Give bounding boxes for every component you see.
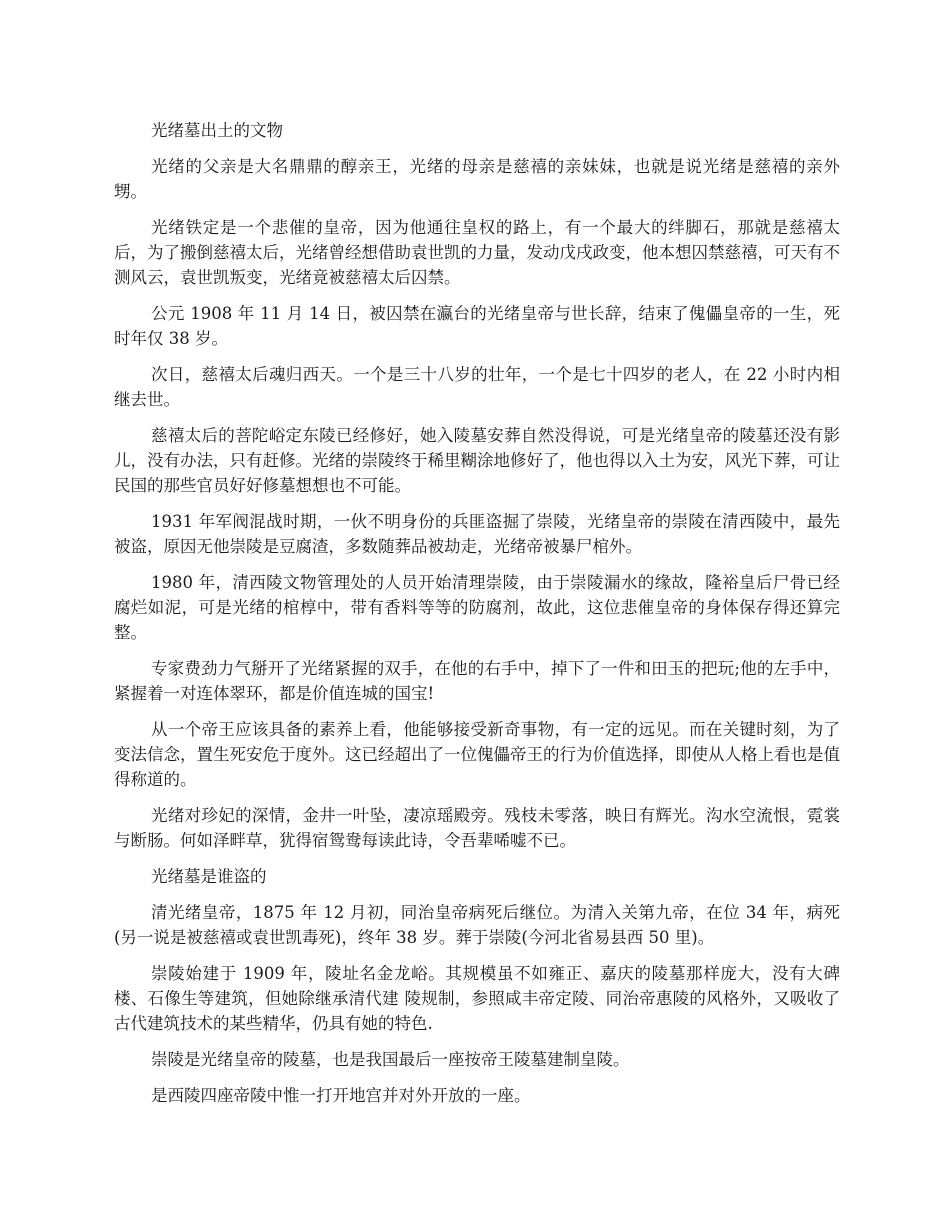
paragraph: 是西陵四座帝陵中惟一打开地宫并对外开放的一座。 xyxy=(151,1086,531,1105)
section-heading: 光绪墓是谁盗的 xyxy=(151,867,267,886)
paragraph: 崇陵始建于 1909 年，陵址名金龙峪。其规模虽不如雍正、嘉庆的陵墓那样庞大，没有大碑楼、石像生等建筑，但她除继承清代建 陵规制，参照咸丰帝定陵、同治帝惠陵的风格外，又吸收了古代建筑技术的某些精华，仍具有她的特色. xyxy=(114,964,840,1033)
paragraph: 从一个帝王应该具备的素养上看，他能够接受新奇事物，有一定的远见。而在关键时刻，为了变法信念，置生死安危于度外。这已经超出了一位傀儡帝王的行为价值选择，即使从人格上看也是值得称道的。 xyxy=(114,720,840,789)
paragraph: 公元 1908 年 11 月 14 日，被囚禁在瀛台的光绪皇帝与世长辞，结束了傀儡皇帝的一生，死时年仅 38 岁。 xyxy=(114,304,840,348)
section-heading: 光绪墓出土的文物 xyxy=(151,121,283,140)
paragraph: 1980 年，清西陵文物管理处的人员开始清理崇陵，由于崇陵漏水的缘故，隆裕皇后尸骨已经腐烂如泥，可是光绪的棺椁中，带有香料等等的防腐剂，故此，这位悲催皇帝的身体保存得还算完整。 xyxy=(114,573,840,642)
paragraph: 1931 年军阀混战时期，一伙不明身份的兵匪盗掘了崇陵，光绪皇帝的崇陵在清西陵中，最先被盗，原因无他崇陵是豆腐渣，多数随葬品被劫走，光绪帝被暴尸棺外。 xyxy=(114,512,840,556)
paragraph: 光绪铁定是一个悲催的皇帝，因为他通往皇权的路上，有一个最大的绊脚石，那就是慈禧太后，为了搬倒慈禧太后，光绪曾经想借助袁世凯的力量，发动戊戌政变，他本想囚禁慈禧，可天有不测风云，袁世凯叛变，光绪竟被慈禧太后囚禁。 xyxy=(114,218,840,287)
document-body xyxy=(114,118,840,1119)
paragraph: 次日，慈禧太后魂归西天。一个是三十八岁的壮年，一个是七十四岁的老人，在 22 小时内相继去世。 xyxy=(114,365,840,409)
paragraph: 光绪的父亲是大名鼎鼎的醇亲王，光绪的母亲是慈禧的亲妹妹，也就是说光绪是慈禧的亲外甥。 xyxy=(114,157,840,201)
paragraph: 慈禧太后的菩陀峪定东陵已经修好，她入陵墓安葬自然没得说，可是光绪皇帝的陵墓还没有影儿，没有办法，只有赶修。光绪的崇陵终于稀里糊涂地修好了，他也得以入土为安，风光下葬，可让民国的那些官员好好修墓想想也不可能。 xyxy=(114,426,840,495)
paragraph: 清光绪皇帝，1875 年 12 月初，同治皇帝病死后继位。为清入关第九帝，在位 34 年，病死(另一说是被慈禧或袁世凯毒死)，终年 38 岁。葬于崇陵(今河北省易县西 50 里)。 xyxy=(114,903,840,947)
paragraph: 崇陵是光绪皇帝的陵墓，也是我国最后一座按帝王陵墓建制皇陵。 xyxy=(151,1050,630,1069)
paragraph: 专家费劲力气掰开了光绪紧握的双手，在他的右手中，掉下了一件和田玉的把玩;他的左手中，紧握着一对连体翠环，都是价值连城的国宝! xyxy=(114,659,840,703)
paragraph: 光绪对珍妃的深情，金井一叶坠，凄凉瑶殿旁。残枝未零落，映日有辉光。沟水空流恨，霓裳与断肠。何如泽畔草，犹得宿鸳鸯每读此诗，令吾辈唏嘘不已。 xyxy=(114,806,840,850)
